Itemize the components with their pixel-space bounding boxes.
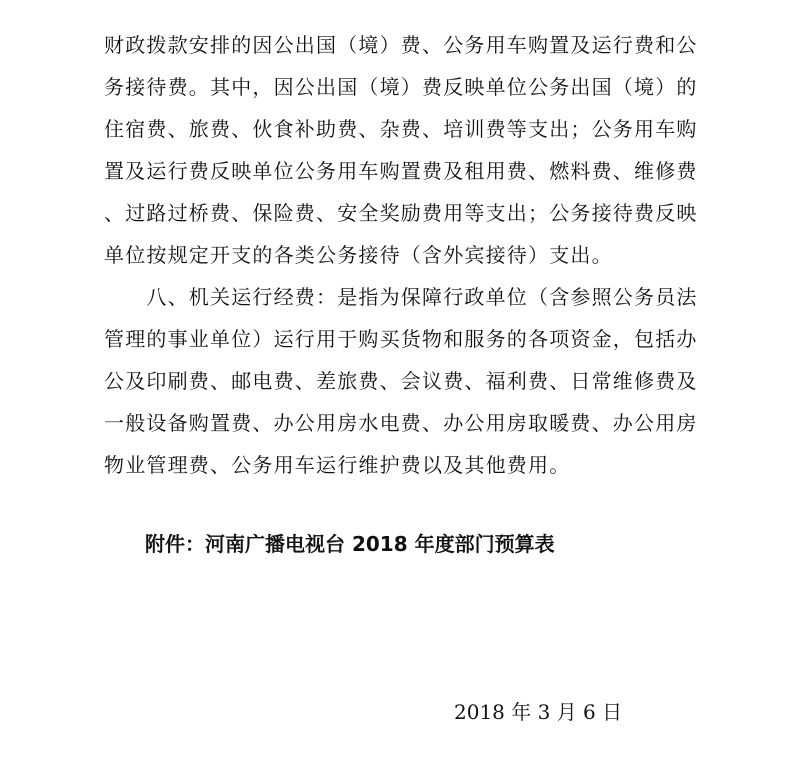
document-date: 2018 年 3 月 6 日 [454,700,623,724]
paragraph-line: 置及运行费反映单位公务用车购置费及租用费、燃料费、维修费 [104,159,698,183]
paragraph-line: 住宿费、旅费、伙食补助费、杂费、培训费等支出；公务用车购 [104,117,698,141]
paragraph-line: 公及印刷费、邮电费、差旅费、会议费、福利费、日常维修费及 [104,369,698,393]
paragraph-line: 务接待费。其中，因公出国（境）费反映单位公务出国（境）的 [104,75,698,99]
paragraph-line: 八、机关运行经费：是指为保障行政单位（含参照公务员法 [104,285,698,309]
paragraph-line: 财政拨款安排的因公出国（境）费、公务用车购置及运行费和公 [104,33,698,57]
paragraph-line: 物业管理费、公务用车运行维护费以及其他费用。 [104,453,571,477]
paragraph-line: 单位按规定开支的各类公务接待（含外宾接待）支出。 [104,243,613,267]
paragraph-line: 、过路过桥费、保险费、安全奖励费用等支出；公务接待费反映 [104,201,698,225]
paragraph-line: 一般设备购置费、办公用房水电费、办公用房取暖费、办公用房 [104,411,698,435]
attachment-note: 附件：河南广播电视台 2018 年度部门预算表 [145,532,555,556]
paragraph-line: 管理的事业单位）运行用于购买货物和服务的各项资金，包括办 [104,327,698,351]
